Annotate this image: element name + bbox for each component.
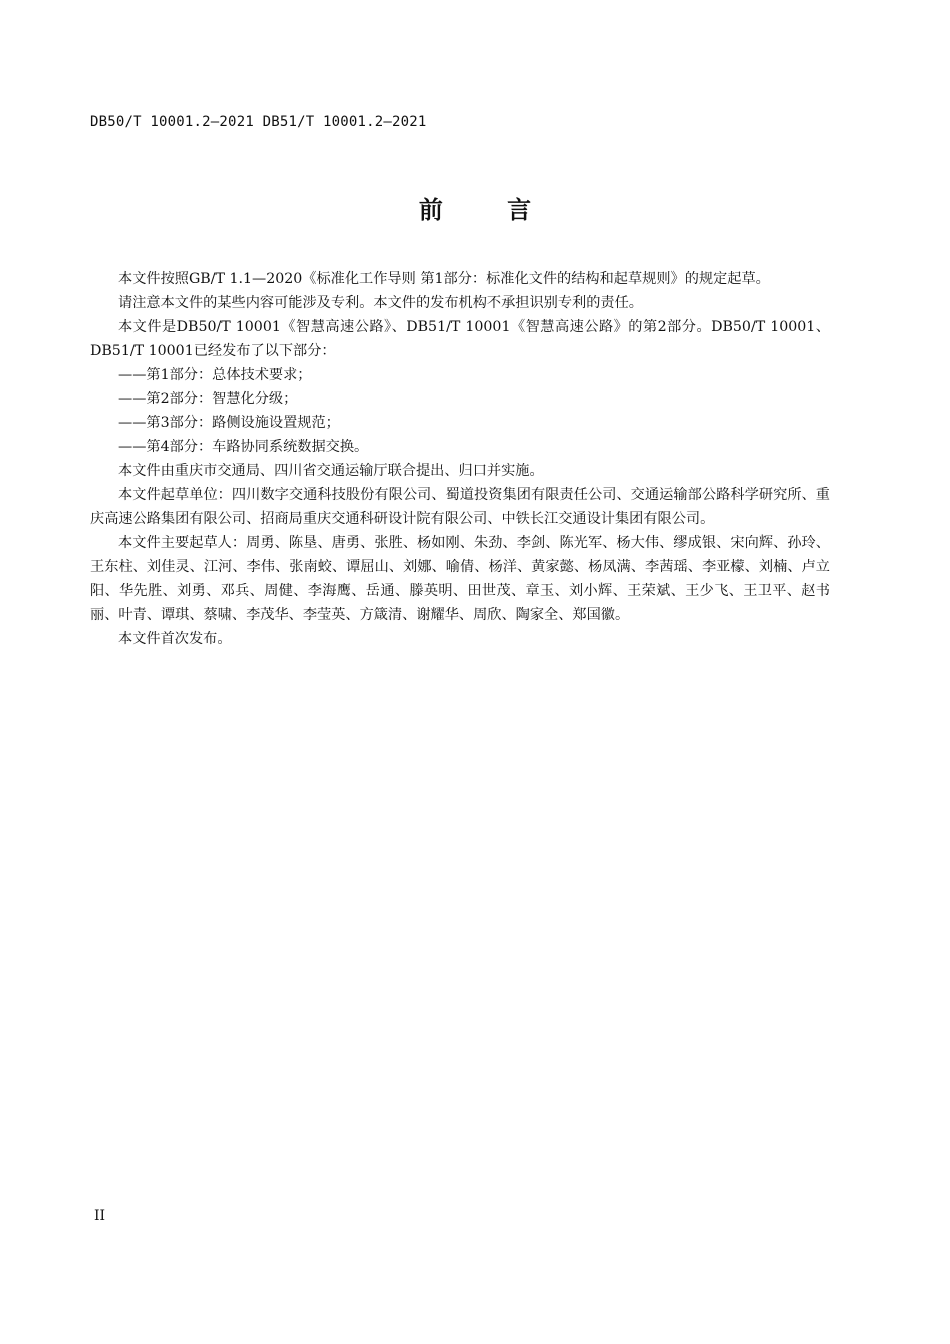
paragraph-drafters: 本文件主要起草人：周勇、陈垦、唐勇、张胜、杨如刚、朱劲、李剑、陈光军、杨大伟、缪成银、宋向辉、孙玲、王东柱、刘佳灵、江河、李伟、张南蛟、谭屈山、刘娜、喻倩、杨洋、黄家懿、杨凤满、李茜瑶、李亚檬、刘楠、卢立阳、华先胜、刘勇、邓兵、周健、李海鹰、岳通、滕英明、田世茂、章玉、刘小辉、王荣斌、王少飞、王卫平、赵书丽、叶青、谭琪、蔡啸、李茂华、李莹英、方箴清、谢耀华、周欣、陶家全、郑国徽。 (90, 535, 830, 623)
foreword-body (90, 267, 830, 651)
document-code: DB50/T 10001.2—2021 DB51/T 10001.2—2021 (90, 114, 427, 130)
list-item-part-4: ——第4部分：车路协同系统数据交换。 (118, 439, 369, 455)
page-title: 前 言 (418, 196, 560, 224)
paragraph-proposer: 本文件由重庆市交通局、四川省交通运输厅联合提出、归口并实施。 (118, 463, 544, 479)
list-item-part-1: ——第1部分：总体技术要求； (118, 367, 312, 383)
paragraph-drafting-rules: 本文件按照GB/T 1.1—2020《标准化工作导则 第1部分：标准化文件的结构和起草规则》的规定起草。 (118, 271, 770, 287)
paragraph-patent-notice: 请注意本文件的某些内容可能涉及专利。本文件的发布机构不承担识别专利的责任。 (118, 295, 643, 311)
paragraph-first-release: 本文件首次发布。 (118, 631, 232, 647)
paragraph-series-intro: 本文件是DB50/T 10001《智慧高速公路》、DB51/T 10001《智慧高速公路》的第2部分。DB50/T 10001、DB51/T 10001已经发布了以下部分： (90, 319, 830, 359)
page-number: II (94, 1208, 106, 1224)
list-item-part-3: ——第3部分：路侧设施设置规范； (118, 415, 340, 431)
paragraph-drafting-units: 本文件起草单位：四川数字交通科技股份有限公司、蜀道投资集团有限责任公司、交通运输部公路科学研究所、重庆高速公路集团有限公司、招商局重庆交通科研设计院有限公司、中铁长江交通设计集团有限公司。 (90, 487, 830, 527)
list-item-part-2: ——第2部分：智慧化分级； (118, 391, 298, 407)
